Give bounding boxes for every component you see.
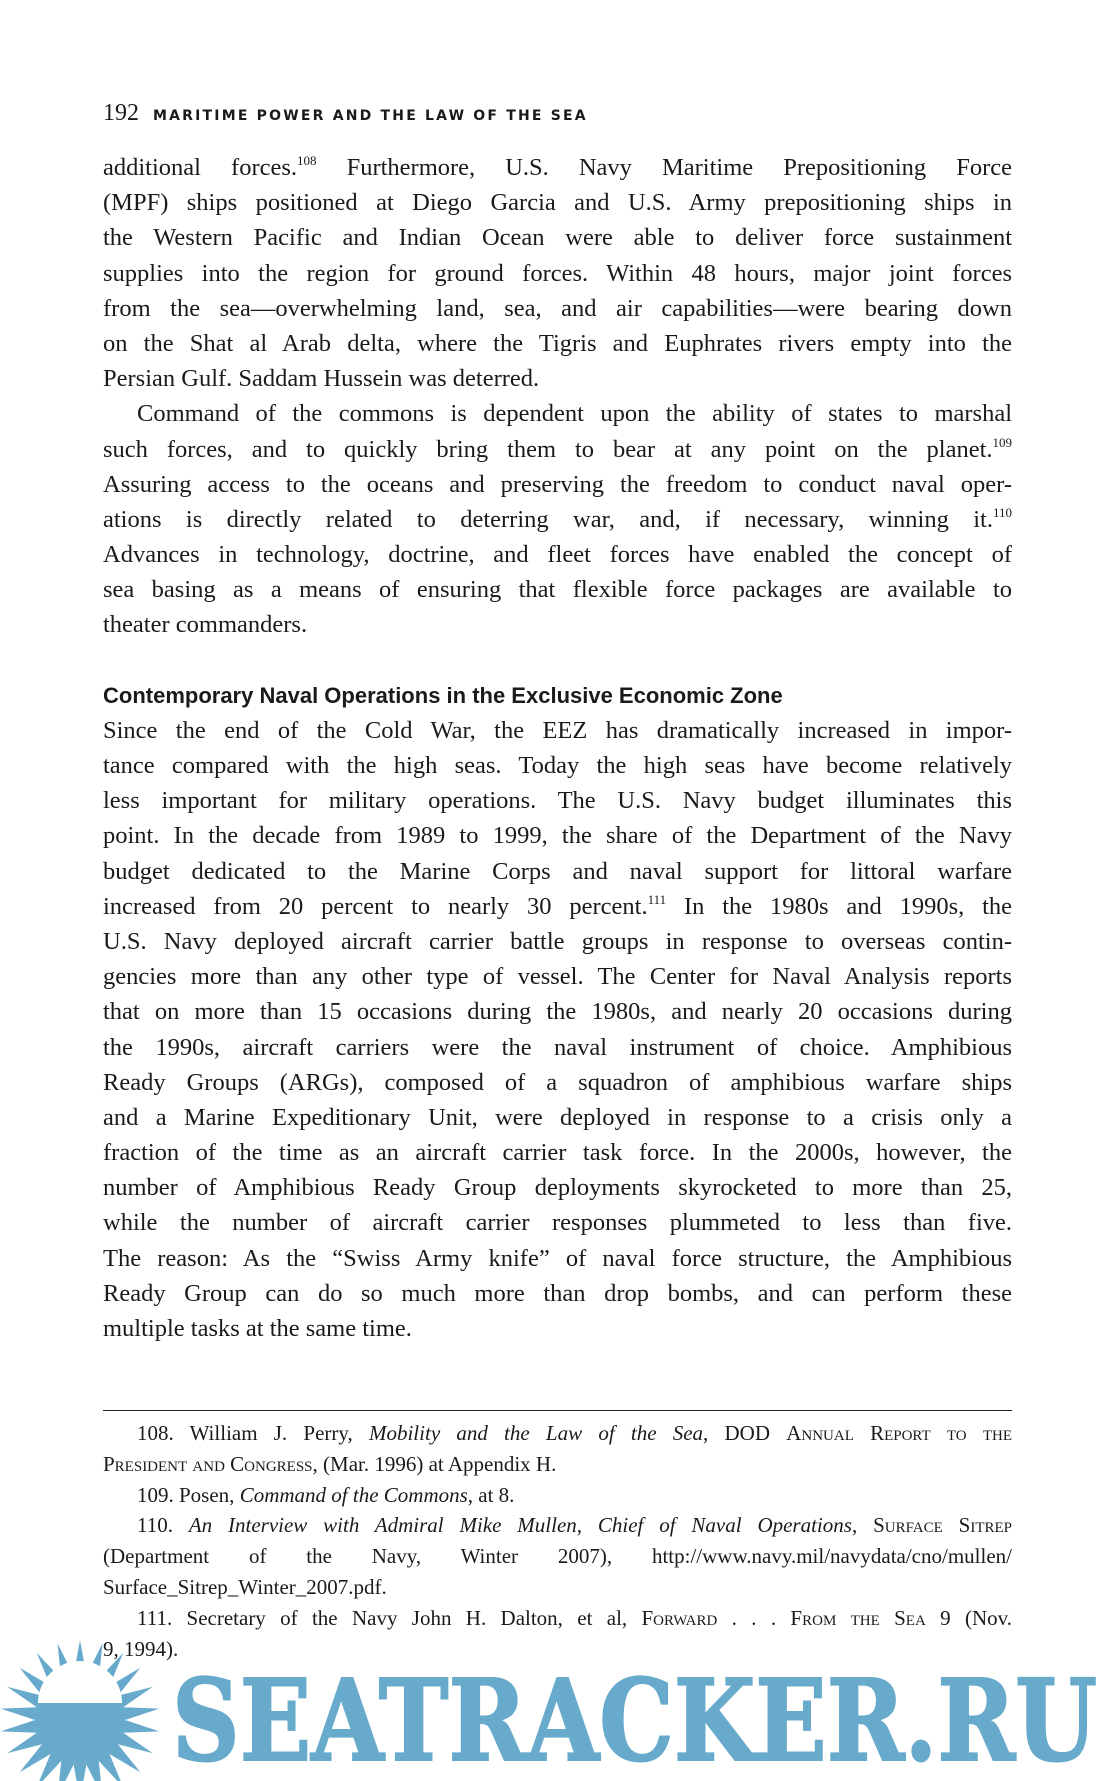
text-line <box>103 572 1012 607</box>
text-line <box>103 1170 1012 1205</box>
text-run: additional forces. <box>103 154 298 181</box>
text-line <box>103 1241 1012 1276</box>
text-run: The reason: As the “Swiss Army knife” of naval force structure, the Amphibious <box>103 1244 1012 1272</box>
text-line <box>103 924 1012 959</box>
text-run: tance compared with the high seas. Today the high seas have become relatively <box>103 752 1012 779</box>
running-header <box>103 100 588 127</box>
footnote-ref: 108 <box>297 153 317 168</box>
text-run: Surface Sitrep <box>873 1513 1013 1538</box>
watermark-text: SEATRACKER.RU <box>172 1656 1097 1781</box>
text-run: Mobility and the Law of the Sea <box>368 1421 704 1445</box>
text-line <box>103 326 1012 361</box>
text-line <box>103 783 1012 818</box>
running-title: MARITIME POWER AND THE LAW OF THE SEA <box>153 108 588 124</box>
text-run: Command of the commons is dependent upon the ability of states to marshal <box>137 400 1012 428</box>
text-line <box>103 748 1012 783</box>
footnote-ref: 110 <box>992 504 1012 520</box>
text-run: Command of the Commons <box>239 1482 468 1507</box>
text-run: Ready Group can do so much more than drop bombs, and can perform these <box>103 1279 1012 1307</box>
footnote-line <box>103 1572 1012 1603</box>
text-run: 109. Posen, <box>137 1482 240 1507</box>
footnote-line <box>103 1449 1012 1480</box>
footnote-line <box>103 1603 1012 1634</box>
text-run: Surface_Sitrep_Winter_2007.pdf. <box>103 1574 387 1599</box>
text-run: Persian Gulf. Saddam Hussein was deterred. <box>103 365 540 393</box>
text-line <box>103 713 1012 748</box>
text-run: supplies into the region for ground forces. Within 48 hours, major joint forces <box>103 259 1012 287</box>
sun-icon <box>1 1640 159 1781</box>
text-run: fraction of the time as an aircraft carrier task force. In the 2000s, however, the <box>103 1139 1012 1167</box>
text-run: President and Congress <box>103 1451 313 1476</box>
footnote <box>103 1510 1012 1602</box>
text-run: such forces, and to quickly bring them to bear at any point on the planet. <box>103 435 993 463</box>
text-line <box>103 1311 1012 1346</box>
text-line <box>103 502 1012 537</box>
text-line <box>103 291 1012 326</box>
text-run: from the sea—overwhelming land, sea, and air capabilities—were bearing down <box>103 294 1012 322</box>
text-run: Since the end of the Cold War, the EEZ has dramatically increased in impor- <box>103 716 1012 744</box>
text-run: Assuring access to the oceans and preserving the freedom to conduct naval oper- <box>103 470 1012 498</box>
text-run: on the Shat al Arab delta, where the Tigris and Euphrates rivers empty into the <box>103 329 1012 357</box>
footnote-ref: 109 <box>992 434 1012 450</box>
text-run: Forward . . . From the Sea <box>641 1605 926 1630</box>
text-run: , DOD <box>703 1421 787 1445</box>
text-run: 110. <box>137 1513 189 1538</box>
text-run: Annual Report to the <box>786 1421 1012 1445</box>
spacer <box>103 643 1012 678</box>
footnote-divider <box>103 1410 1012 1411</box>
text-run: multiple tasks at the same time. <box>103 1315 412 1342</box>
footnote-ref: 111 <box>647 891 667 907</box>
text-run: Furthermore, U.S. Navy Maritime Prepositioning Force <box>316 154 1012 181</box>
text-run: 9, 1994). <box>103 1636 179 1661</box>
paragraph <box>103 713 1012 1346</box>
text-line <box>103 1030 1012 1065</box>
watermark-logo <box>0 1640 1103 1781</box>
text-run: the 1990s, aircraft carriers were the naval instrument of choice. Amphibious <box>103 1033 1012 1061</box>
text-run: sea basing as a means of ensuring that flexible force packages are available to <box>103 576 1012 604</box>
text-run: increased from 20 percent to nearly 30 percent. <box>103 892 648 920</box>
text-run: , at 8. <box>467 1482 515 1507</box>
text-line <box>103 537 1012 572</box>
text-run: Advances in technology, doctrine, and fleet forces have enabled the concept of <box>103 541 1012 569</box>
footnote-line <box>103 1480 1012 1511</box>
text-line <box>103 1100 1012 1135</box>
text-run: 111. Secretary of the Navy John H. Dalton, et al, <box>137 1605 642 1630</box>
text-run: (Department of the Navy, Winter 2007), http://www.navy.mil/navydata/cno/mullen/ <box>103 1544 1012 1569</box>
footnote-line <box>103 1510 1012 1541</box>
page-number: 192 <box>103 100 139 126</box>
text-run: gencies more than any other type of vessel. The Center for Naval Analysis reports <box>103 963 1012 991</box>
text-run: , (Mar. 1996) at Appendix H. <box>312 1451 557 1476</box>
text-run: theater commanders. <box>103 611 308 639</box>
text-run: and a Marine Expeditionary Unit, were deployed in response to a crisis only a <box>103 1103 1012 1131</box>
text-line <box>103 959 1012 994</box>
text-run: U.S. Navy deployed aircraft carrier battle groups in response to overseas contin- <box>103 927 1012 955</box>
text-line <box>103 607 1012 642</box>
text-line <box>103 1205 1012 1240</box>
footnote <box>103 1418 1012 1480</box>
text-run: 9 (Nov. <box>925 1605 1013 1630</box>
text-line <box>103 361 1012 396</box>
section-heading: Contemporary Naval Operations in the Exclusive Economic Zone <box>103 682 783 708</box>
text-run: number of Amphibious Ready Group deployments skyrocketed to more than 25, <box>103 1174 1012 1202</box>
footnote-line <box>103 1541 1012 1572</box>
text-run: In the 1980s and 1990s, the <box>666 892 1012 920</box>
text-run: (MPF) ships positioned at Diego Garcia and U.S. Army prepositioning ships in <box>103 189 1012 217</box>
text-line <box>103 432 1012 467</box>
paragraph <box>103 396 1012 642</box>
text-run: while the number of aircraft carrier responses plummeted to less than five. <box>103 1209 1012 1237</box>
body-text <box>103 150 1012 1346</box>
text-line <box>103 150 1012 185</box>
footnotes <box>103 1418 1012 1664</box>
text-line <box>103 889 1012 924</box>
text-line <box>103 396 1012 431</box>
footnote-line <box>103 1418 1012 1449</box>
paragraph <box>103 150 1012 396</box>
text-run: point. In the decade from 1989 to 1999, the share of the Department of the Navy <box>103 822 1012 850</box>
text-line <box>103 1276 1012 1311</box>
text-run: ations is directly related to deterring war, and, if necessary, winning it. <box>103 505 993 533</box>
text-line <box>103 1065 1012 1100</box>
text-run: An Interview with Admiral Mike Mullen, Chief of Naval Operations <box>188 1513 852 1538</box>
text-line <box>103 467 1012 502</box>
text-run: Ready Groups (ARGs), composed of a squadron of amphibious warfare ships <box>103 1068 1012 1096</box>
text-run: the Western Pacific and Indian Ocean were able to deliver force sustainment <box>103 224 1012 252</box>
text-line <box>103 1135 1012 1170</box>
text-line <box>103 256 1012 291</box>
text-run: , <box>851 1513 874 1538</box>
text-run: 108. William J. Perry, <box>137 1421 369 1445</box>
sun-disc <box>38 1661 122 1703</box>
text-line <box>103 994 1012 1029</box>
text-run: budget dedicated to the Marine Corps and naval support for littoral warfare <box>103 857 1012 885</box>
text-line <box>103 220 1012 255</box>
text-run: that on more than 15 occasions during the 1980s, and nearly 20 occasions during <box>103 998 1012 1026</box>
text-line <box>103 818 1012 853</box>
footnote <box>103 1480 1012 1511</box>
text-run: less important for military operations. The U.S. Navy budget illuminates this <box>103 787 1012 815</box>
text-line <box>103 185 1012 220</box>
text-line <box>103 854 1012 889</box>
